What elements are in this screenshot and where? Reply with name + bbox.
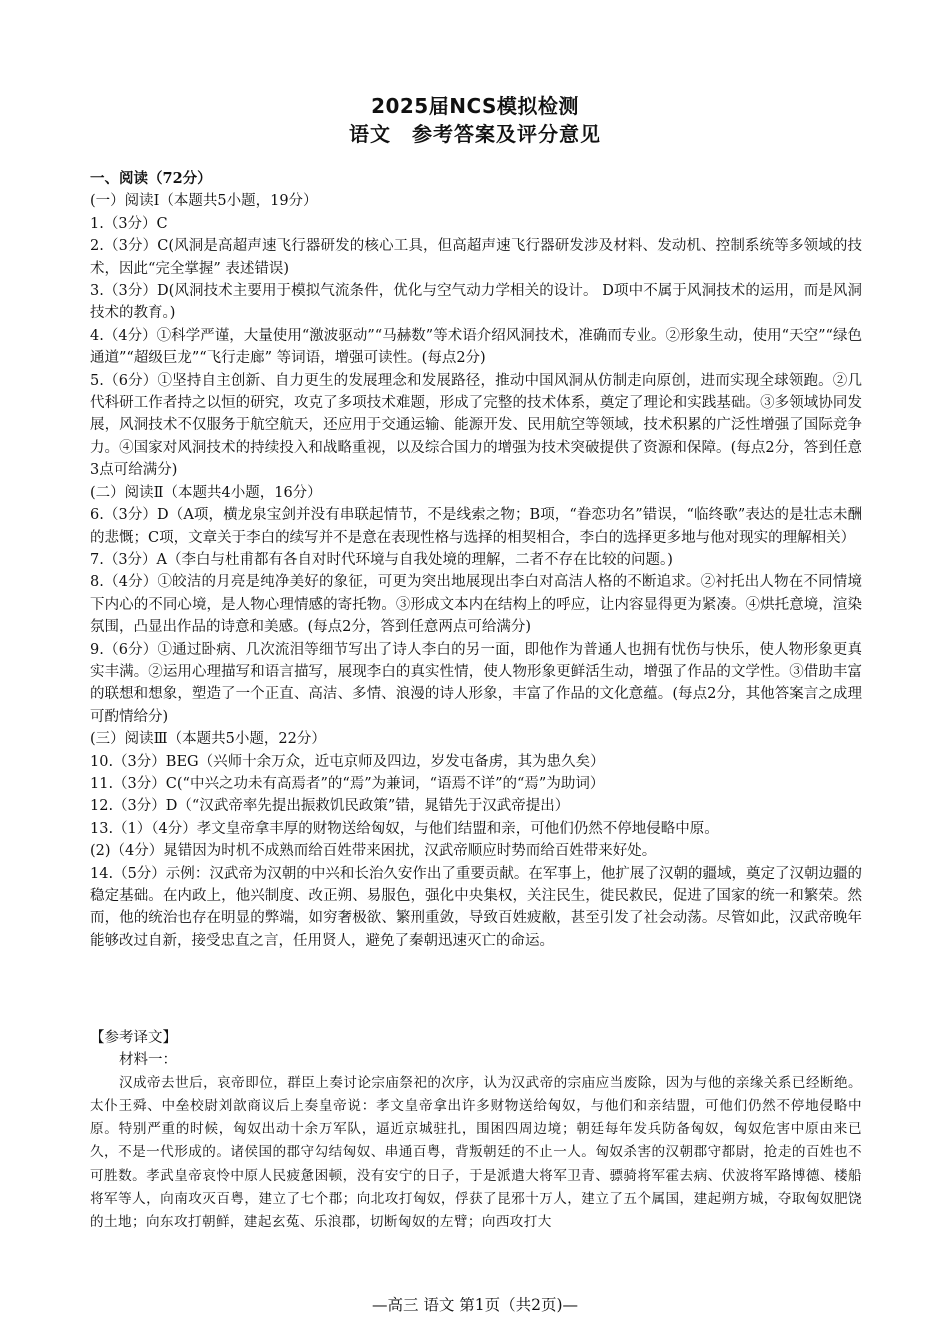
reference-translation	[90, 1027, 862, 1234]
answer-list	[90, 168, 862, 952]
answer-item: (2)（4分）晁错因为时机不成熟而给百姓带来困扰，汉武帝顺应时势而给百姓带来好处。	[90, 843, 657, 860]
answer-item: 8.（4分）①皎洁的月亮是纯净美好的象征，可更为突出地展现出李白对高洁人格的不断追求。②衬托出人物在不同情境下内心的不同心境，是人物心理情感的寄托物。③形成文本内在结构上的呼应，让内容显得更为紧凑。④烘托意境，渲染氛围，凸显出作品的诗意和美感。(每点2分，答到任意两点可给满分)	[90, 574, 862, 636]
answer-item: 11.（3分）C(“中兴之功未有高焉者”的“焉”为兼词，“语焉不详”的“焉”为助词）	[90, 775, 605, 792]
answer-item: 3.（3分）D(风洞技术主要用于模拟气流条件，优化与空气动力学相关的设计。 D项中不属于风洞技术的运用，而是风洞技术的教育。)	[90, 283, 862, 322]
answer-item: 10.（3分）BEG（兴师十余万众，近屯京师及四边，岁发屯备虏，其为患久矣）	[90, 753, 605, 770]
section-heading: 一、阅读（72分）	[90, 170, 212, 187]
answer-item: 12.（3分）D（“汉武帝率先提出振救饥民政策”错，晁错先于汉武帝提出）	[90, 798, 570, 815]
answer-item: 2.（3分）C(风洞是高超声速飞行器研发的核心工具，但高超声速飞行器研发涉及材料、发动机、控制系统等多领域的技术，因此“完全掌握” 表述错误)	[90, 238, 862, 277]
answer-item: 1.（3分）C	[90, 215, 168, 232]
material-label: 材料一：	[119, 1052, 177, 1069]
translation-heading: 【参考译文】	[90, 1030, 177, 1046]
answer-item: (一）阅读Ⅰ（本题共5小题，19分）	[90, 193, 318, 210]
exam-subtitle: 语文 参考答案及评分意见	[349, 122, 601, 146]
answer-item: 7.（3分）A（李白与杜甫都有各自对时代环境与自我处境的理解，二者不存在比较的问题。)	[90, 551, 673, 568]
answer-item: 13.（1）（4分）孝文皇帝拿丰厚的财物送给匈奴，与他们结盟和亲，可他们仍然不停地侵略中原。	[90, 820, 719, 837]
answer-item: 9.（6分）①通过卧病、几次流泪等细节写出了诗人李白的另一面，即他作为普通人也拥有忧伤与快乐，使人物形象更真实丰满。②运用心理描写和语言描写，展现李白的真实性情，使人物形象更鲜活生动，增强了作品的文学性。③借助丰富的联想和想象，塑造了一个正直、高洁、多情、浪漫的诗人形象，丰富了作品的文化意蕴。(每点2分，其他答案言之成理可酌情给分)	[90, 641, 862, 725]
translation-text: 汉成帝去世后，哀帝即位，群臣上奏讨论宗庙祭祀的次序，认为汉武帝的宗庙应当废除，因为与他的亲缘关系已经断绝。太仆王舜、中垒校尉刘歆商议后上奏皇帝说：孝文皇帝拿出许多财物送给匈奴，与他们和亲结盟，可他们仍然不停地侵略中原。特别严重的时候，匈奴出动十余万军队，逼近京城驻扎，围困四周边境；朝廷每年发兵防备匈奴，匈奴危害中原由来已久，不是一代形成的。诸侯国的郡守勾结匈奴、串通百粤，背叛朝廷的不止一人。匈奴杀害的汉朝郡守都尉，抢走的百姓也不可胜数。孝武皇帝哀怜中原人民疲惫困顿，没有安宁的日子，于是派遣大将军卫青、骠骑将军霍去病、伏波将军路博德、楼船将军等人，向南攻灭百粤，建立了七个郡；向北攻打匈奴，俘获了昆邪十万人，建立了五个属国，建起朔方城，夺取匈奴肥饶的土地；向东攻打朝鲜，建起玄菟、乐浪郡，切断匈奴的左臂；向西攻打大	[90, 1074, 862, 1231]
answer-item: 6.（3分）D（A项，横龙泉宝剑并没有串联起情节，不是线索之物；B项，“眷恋功名”错误，“临终歌”表达的是壮志未酬的悲慨；C项，文章关于李白的续写并不是意在表现性格与选择的相契相合，李白的选择更多地与他对现实的理解相关）	[90, 507, 862, 546]
answer-item: 14.（5分）示例：汉武帝为汉朝的中兴和长治久安作出了重要贡献。在军事上，他扩展了汉朝的疆域，奠定了汉朝边疆的稳定基础。在内政上，他兴制度、改正朔、易服色，强化中央集权，关注民生，徙民救民，促进了国家的统一和繁荣。然而，他的统治也存在明显的弊端，如穷奢极欲、繁刑重敛，导致百姓疲敝，甚至引发了社会动荡。尽管如此，汉武帝晚年能够改过自新，接受忠直之言，任用贤人，避免了秦朝迅速灭亡的命运。	[90, 865, 862, 949]
page-footer: —高三 语文 第1页（共2页)—	[371, 1296, 579, 1314]
answer-item: (三）阅读Ⅲ（本题共5小题，22分）	[90, 731, 326, 748]
answer-item: 4.（4分）①科学严谨，大量使用“激波驱动”“马赫数”等术语介绍风洞技术，准确而专业。②形象生动，使用“天空”“绿色通道”“超级巨龙”“飞行走廊” 等词语，增强可读性。(每点2分)	[90, 327, 862, 367]
exam-title: 2025届NCS模拟检测	[371, 94, 579, 118]
answer-item: 5.（6分）①坚持自主创新、自力更生的发展理念和发展路径，推动中国风洞从仿制走向原创，进而实现全球领跑。②几代科研工作者持之以恒的研究，攻克了多项技术难题，形成了完整的技术体系，奠定了理论和实践基础。③多领域协同发展，风洞技术不仅服务于航空航天，还应用于交通运输、能源开发、民用航空等领域，技术积累的广泛性增强了国际竞争力。④国家对风洞技术的持续投入和战略重视，以及综合国力的增强为技术突破提供了资源和保障。(每点2分，答到任意3点可给满分)	[90, 372, 862, 479]
answer-item: (二）阅读Ⅱ（本题共4小题，16分）	[90, 484, 322, 501]
